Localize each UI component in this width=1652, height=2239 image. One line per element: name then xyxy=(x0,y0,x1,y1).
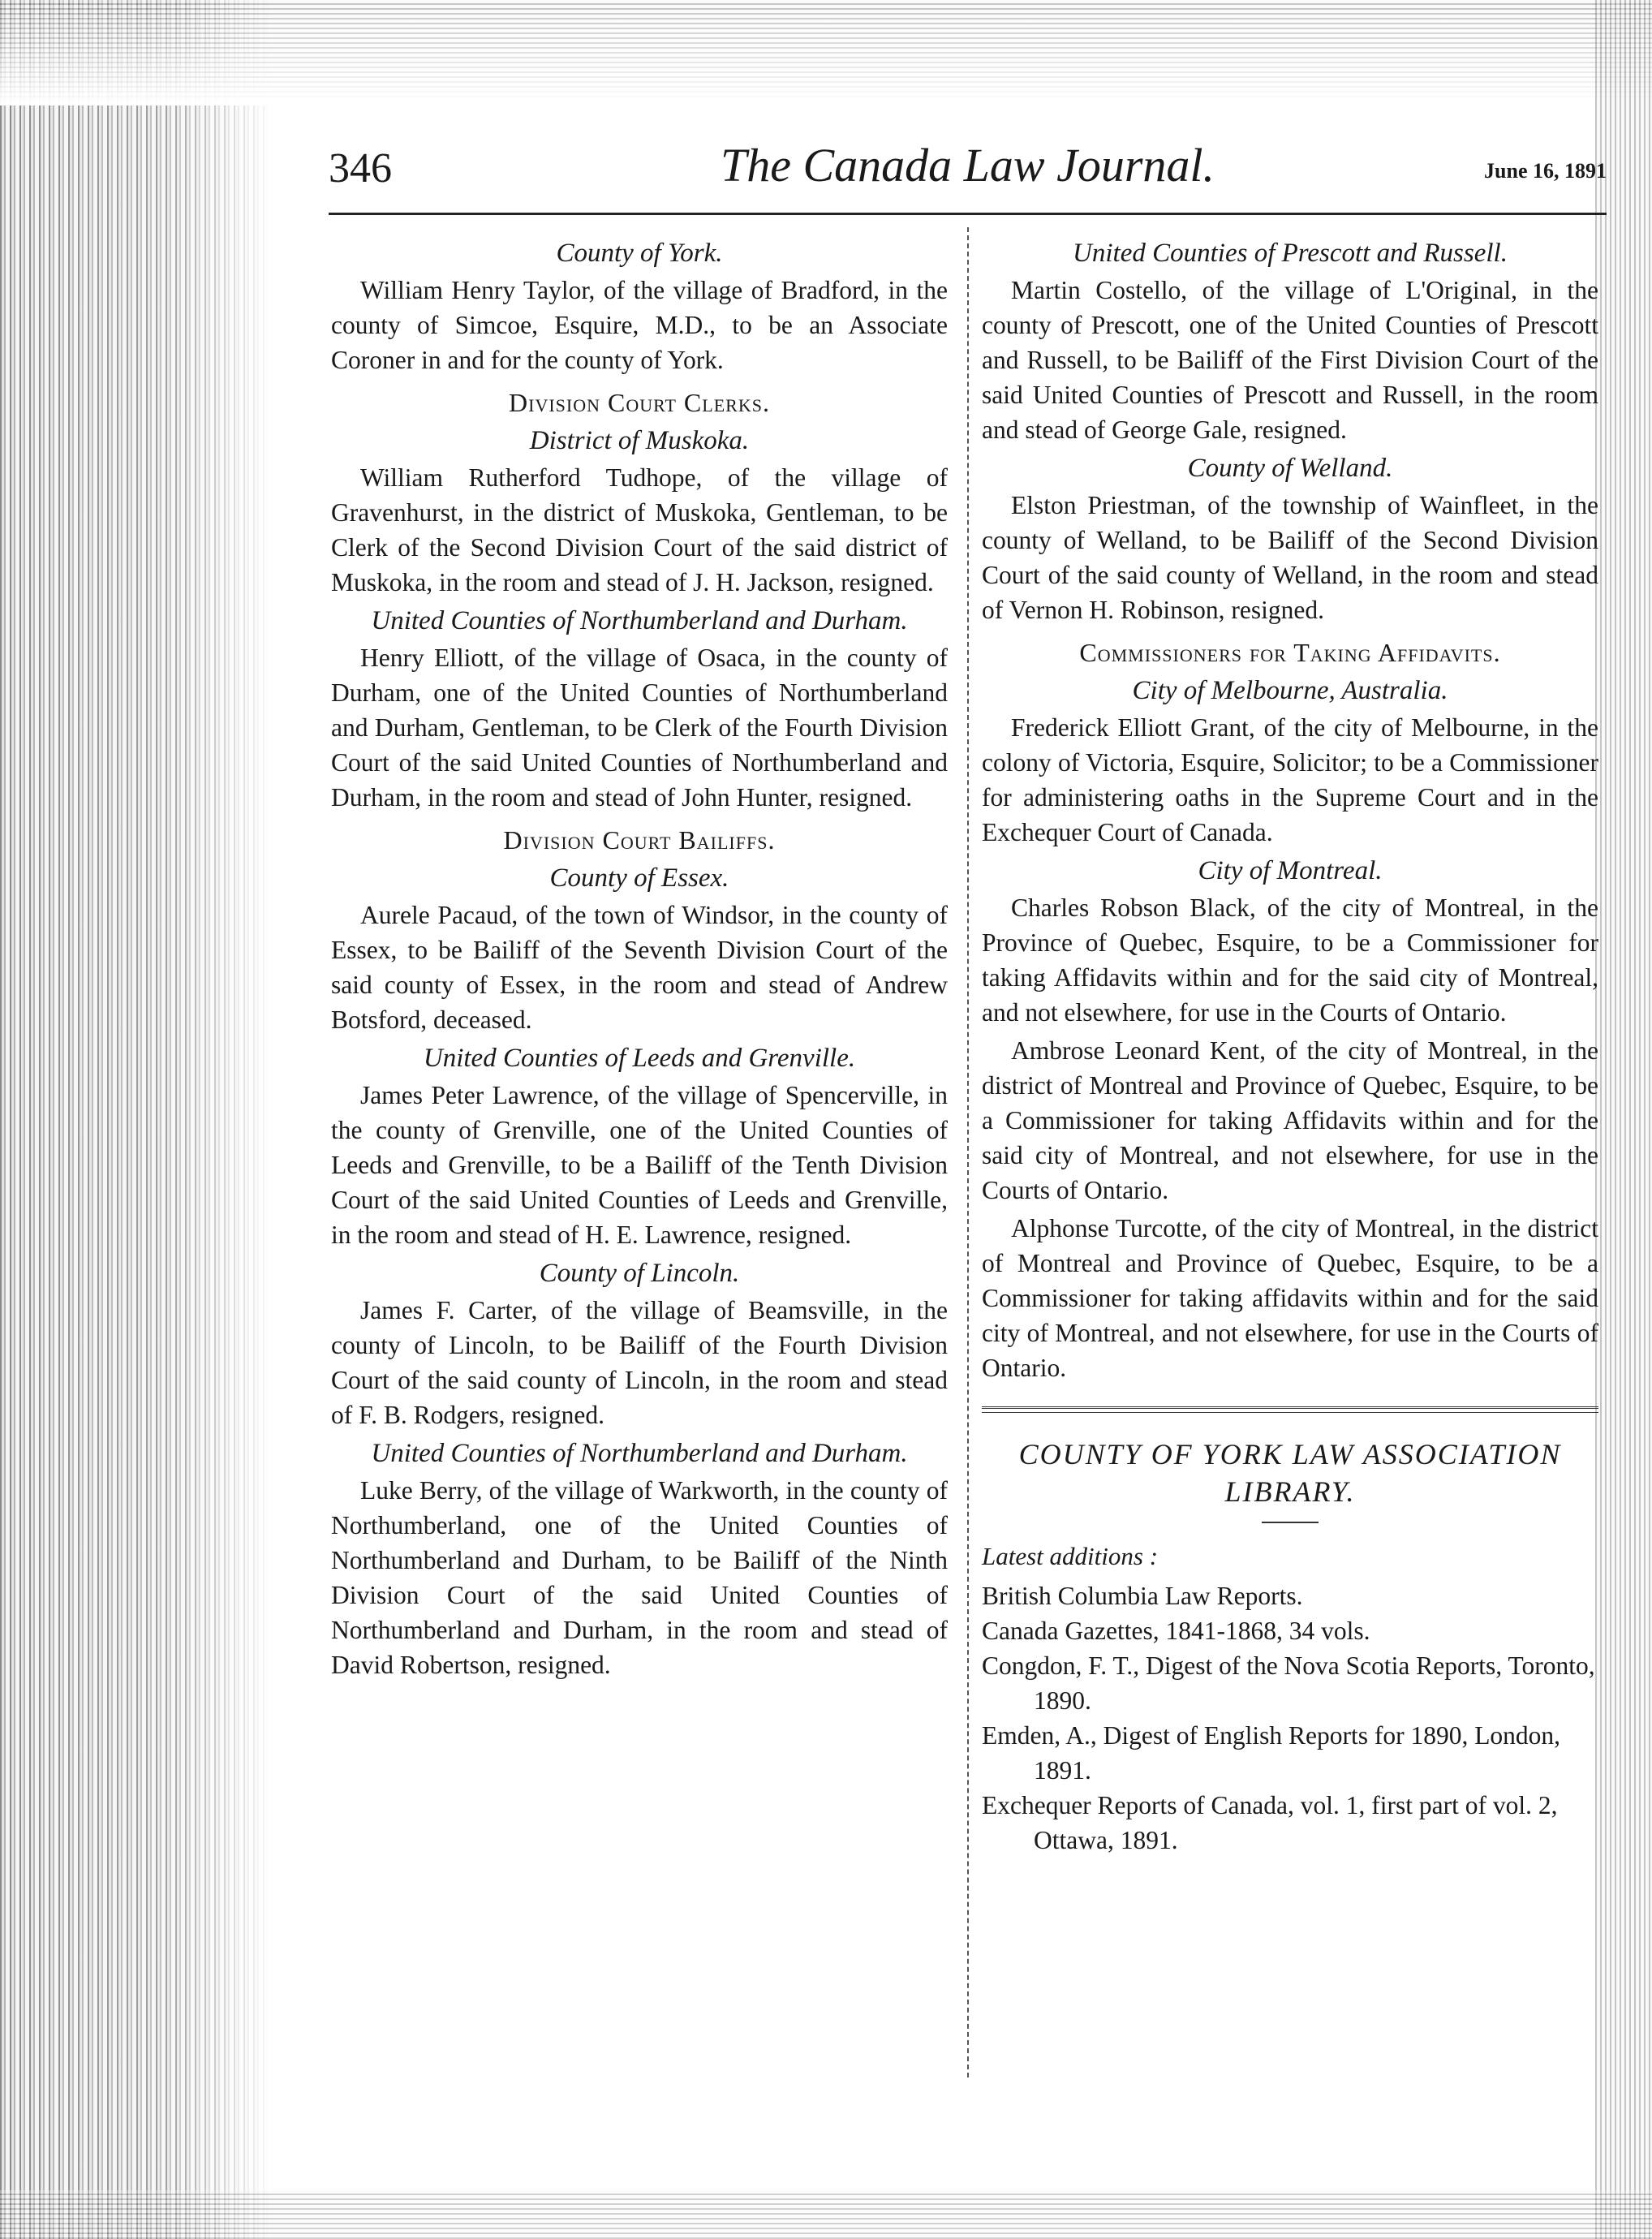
page-header xyxy=(329,138,1607,211)
right-column xyxy=(982,232,1598,1858)
running-title: The Canada Law Journal. xyxy=(720,139,1215,192)
latest-additions-label: Latest additions : xyxy=(982,1542,1159,1570)
paragraph: Frederick Elliott Grant, of the city of Melbourne, in the colony of Victoria, Esquire, Solicitor; to be a Commissioner for administering oaths in the Supreme Court and in the Exchequer Court of Canada. xyxy=(982,713,1598,846)
scan-edge-top-fade xyxy=(0,0,1652,105)
paragraph: Luke Berry, of the village of Warkworth, in the county of Northumberland, one of the United Counties of Northumberland and Durham, to be Bailiff of the Ninth Division Court of the said United Counties of Northumberland and Durham, in the room and stead of David Robertson, resigned. xyxy=(331,1476,948,1679)
paragraph: Martin Costello, of the village of L'Original, in the county of Prescott, one of the United Counties of Prescott and Russell, to be Bailiff of the First Division Court of the said United Counties of Prescott and Russell, in the room and stead of George Gale, resigned. xyxy=(982,276,1598,444)
section-heading: United Counties of Leeds and Grenville. xyxy=(423,1044,856,1073)
section-heading: County of Lincoln. xyxy=(539,1259,740,1288)
category-heading: Commissioners for Taking Affidavits. xyxy=(1079,638,1501,667)
library-item: Exchequer Reports of Canada, vol. 1, first part of vol. 2, Ottawa, 1891. xyxy=(982,1791,1558,1854)
scan-edge-bottom xyxy=(0,2190,1652,2239)
issue-date: June 16, 1891 xyxy=(1484,159,1607,183)
paragraph: William Henry Taylor, of the village of Bradford, in the county of Simcoe, Esquire, M.D., to be an Associate Coroner in and for the county of York. xyxy=(331,276,948,374)
paragraph: James F. Carter, of the village of Beamsville, in the county of Lincoln, to be Bailiff of the Fourth Division Court of the said county of Lincoln, in the room and stead of F. B. Rodgers, resigned. xyxy=(331,1296,948,1429)
page-number: 346 xyxy=(329,145,392,192)
section-heading: United Counties of Northumberland and Durham. xyxy=(371,606,908,635)
library-item: Canada Gazettes, 1841-1868, 34 vols. xyxy=(982,1617,1370,1645)
library-title: COUNTY OF YORK LAW ASSOCIATION LIBRARY. xyxy=(1018,1438,1562,1508)
section-heading: County of Essex. xyxy=(549,863,729,893)
right-column-entries xyxy=(982,237,1598,1385)
section-heading: County of Welland. xyxy=(1187,454,1393,483)
section-heading: City of Montreal. xyxy=(1198,856,1383,885)
paragraph: William Rutherford Tudhope, of the village of Gravenhurst, in the district of Muskoka, Gentleman, to be Clerk of the Second Division Court of the said district of Muskoka, in the room and stead of J. H. Jackson, resigned. xyxy=(331,463,948,596)
paragraph: James Peter Lawrence, of the village of Spencerville, in the county of Grenville, one of the United Counties of Leeds and Grenville, to be a Bailiff of the Tenth Division Court of the said United Counties of Leeds and Grenville, in the room and stead of H. E. Lawrence, resigned. xyxy=(331,1081,948,1249)
paragraph: Henry Elliott, of the village of Osaca, in the county of Durham, one of the United Counties of Northumberland and Durham, Gentleman, to be Clerk of the Fourth Division Court of the said United Counties of Northumberland and Durham, in the room and stead of John Hunter, resigned. xyxy=(331,644,948,812)
paragraph: Ambrose Leonard Kent, of the city of Montreal, in the district of Montreal and Province of Quebec, Esquire, to be a Commissioner for taking Affidavits within and for the said city of Montreal, and not elsewhere, for use in the Courts of Ontario. xyxy=(982,1036,1598,1204)
section-heading: United Counties of Prescott and Russell. xyxy=(1073,239,1508,268)
section-rule xyxy=(982,1406,1598,1413)
scan-edge-right xyxy=(1595,0,1652,2239)
paragraph: Elston Priestman, of the township of Wainfleet, in the county of Welland, to be Bailiff of the Second Division Court of the said county of Welland, in the room and stead of Vernon H. Robinson, resigned. xyxy=(982,491,1598,624)
library-list xyxy=(982,1578,1598,1858)
paragraph: Alphonse Turcotte, of the city of Montreal, in the district of Montreal and Province of Quebec, Esquire, to be a Commissioner for taking affidavits within and for the said city of Montreal, and not elsewhere, for use in the Courts of Ontario. xyxy=(982,1214,1598,1382)
library-item: British Columbia Law Reports. xyxy=(982,1582,1303,1610)
library-item: Emden, A., Digest of English Reports for 1890, London, 1891. xyxy=(982,1721,1561,1785)
section-heading: City of Melbourne, Australia. xyxy=(1132,676,1448,705)
short-rule xyxy=(1262,1522,1319,1523)
section-heading: District of Muskoka. xyxy=(529,426,750,455)
library-item: Congdon, F. T., Digest of the Nova Scotia Reports, Toronto, 1890. xyxy=(982,1651,1595,1715)
header-rule xyxy=(329,213,1607,215)
column-divider xyxy=(967,227,969,2078)
paragraph: Aurele Pacaud, of the town of Windsor, in the county of Essex, to be Bailiff of the Seventh Division Court of the said county of Essex, in the room and stead of Andrew Botsford, deceased. xyxy=(331,901,948,1034)
section-heading: United Counties of Northumberland and Durham. xyxy=(371,1439,908,1468)
left-column xyxy=(331,232,948,1686)
category-heading: Division Court Clerks. xyxy=(509,388,770,417)
section-heading: County of York. xyxy=(556,239,723,268)
category-heading: Division Court Bailiffs. xyxy=(503,825,776,855)
scan-edge-left-fade xyxy=(0,0,276,2239)
paragraph: Charles Robson Black, of the city of Montreal, in the Province of Quebec, Esquire, to be a Commissioner for taking Affidavits within and for the said city of Montreal, and not elsewhere, for use in the Courts of Ontario. xyxy=(982,893,1598,1027)
